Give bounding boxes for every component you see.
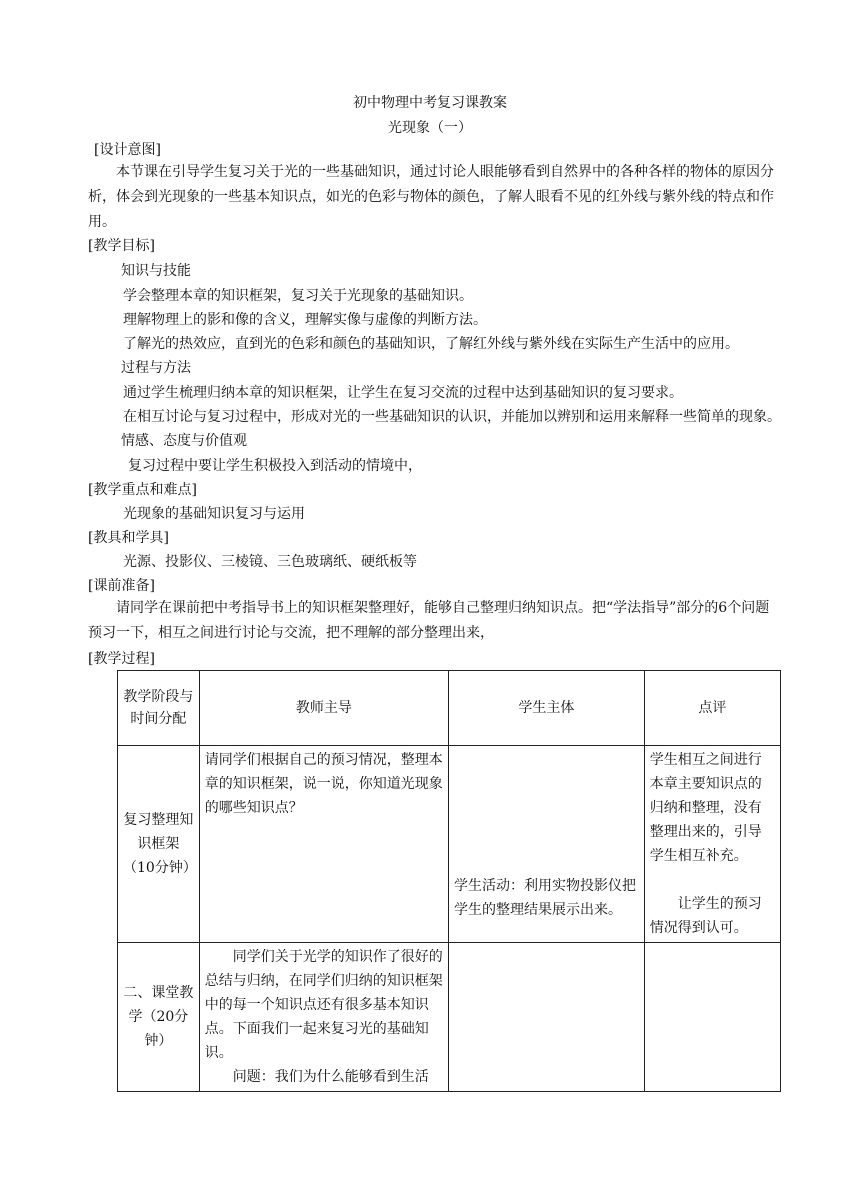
- row1-stage: 复习整理知识框架（10分钟）: [118, 746, 200, 943]
- goal-item: 理解物理上的影和像的含义，理解实像与虚像的判断方法。: [123, 312, 487, 328]
- row2-teacher-text: 同学们关于光学的知识作了很好的总结与归纳，在同学们归纳的知识框架中的每一个知识点还有很多基本知识点。下面我们一起来复习光的基础知识。: [204, 949, 443, 1061]
- goal-item: 了解光的热效应，直到光的色彩和颜色的基础知识，了解红外线与紫外线在实际生产生活中的应用。: [123, 336, 739, 352]
- table-row: [118, 943, 781, 1092]
- design-text: 本节课在引导学生复习关于光的一些基础知识，通过讨论人眼能够看到自然界中的各种各样的物体的原因分析，体会到光现象的一些基本知识点，如光的色彩与物体的颜色，了解人眼看不见的红外线与紫外线的特点和作用。: [88, 164, 774, 230]
- prep-text: 请同学在课前把中考指导书上的知识框架整理好，能够自己整理归纳知识点。把“学法指导”部分的6个问题预习一下，相互之间进行讨论与交流，把不理解的部分整理出来，: [88, 600, 770, 641]
- row2-review: [644, 943, 780, 1092]
- goals-sub-knowledge: 知识与技能: [121, 263, 191, 279]
- prep-heading: [课前准备]: [88, 578, 155, 594]
- row1-review: [644, 746, 780, 943]
- row1-review-note: 让学生的预习情况得到认可。: [649, 896, 762, 936]
- document-subtitle: 光现象（一）: [388, 120, 472, 136]
- table-header-row: [118, 671, 781, 746]
- document-title: 初中物理中考复习课教案: [353, 95, 507, 111]
- goal-item: 学会整理本章的知识框架，复习关于光现象的基础知识。: [123, 288, 473, 304]
- header-stage: 教学阶段与时间分配: [118, 671, 200, 746]
- header-teacher: 教师主导: [199, 671, 448, 746]
- goals-heading: [教学目标]: [88, 238, 155, 254]
- goal-item: 复习过程中要让学生积极投入到活动的情境中，: [128, 458, 422, 474]
- row1-student: 学生活动：利用实物投影仪把学生的整理结果展示出来。: [448, 746, 644, 943]
- goal-item: 在相互讨论与复习过程中，形成对光的一些基础知识的认识，并能加以辨别和运用来解释一些简单的现象。: [123, 409, 781, 425]
- row1-review-text: 学生相互之间进行本章主要知识点的归纳和整理，没有整理出来的，引导学生相互补充。: [649, 752, 762, 864]
- row1-teacher: 请同学们根据自己的预习情况，整理本章的知识框架，说一说，你知道光现象的哪些知识点？: [199, 746, 448, 943]
- goal-item: 通过学生梳理归纳本章的知识框架，让学生在复习交流的过程中达到基础知识的复习要求。: [123, 385, 683, 401]
- row2-student: [448, 943, 644, 1092]
- goals-sub-attitude: 情感、态度与价值观: [121, 433, 247, 449]
- process-table: [117, 670, 781, 1092]
- header-student: 学生主体: [448, 671, 644, 746]
- process-heading: [教学过程]: [88, 651, 155, 667]
- key-text: 光现象的基础知识复习与运用: [123, 506, 305, 522]
- tools-text: 光源、投影仪、三棱镜、三色玻璃纸、硬纸板等: [123, 554, 417, 570]
- header-review: 点评: [644, 671, 780, 746]
- row2-teacher-question: 问题：我们为什么能够看到生活: [232, 1069, 429, 1085]
- design-heading: [设计意图]: [94, 142, 161, 158]
- row2-stage: 二、课堂教学（20分钟）: [118, 943, 200, 1092]
- table-row: [118, 746, 781, 943]
- tools-heading: [教具和学具]: [88, 530, 169, 546]
- goals-sub-process: 过程与方法: [121, 360, 191, 376]
- row2-teacher: [199, 943, 448, 1092]
- key-heading: [教学重点和难点]: [88, 482, 197, 498]
